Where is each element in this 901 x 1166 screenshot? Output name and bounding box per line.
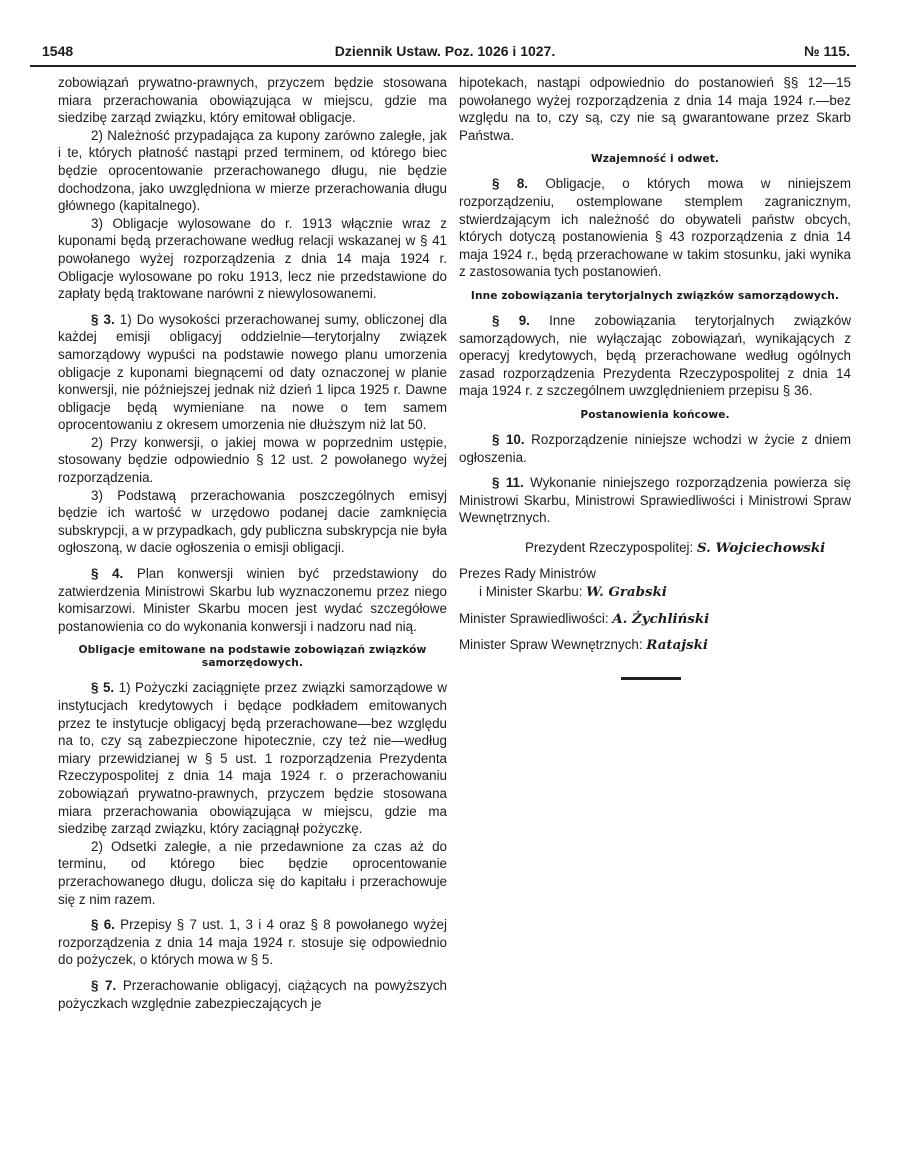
section-text: Inne zobowiązania terytorjalnych związków samorządowych, nie wyłączając zobowiązań, wynikających z operacyj kredytowych, będą przerachowane według ogólnych zasad rozporządzenia Prezydenta Rzeczypospolitej z dnia 14 maja 1924 r. z szczególnem uwzględnieniem przepisu § 36. [459,312,851,399]
section-6 [58,916,447,969]
signature-role: Prezydent Rzeczypospolitej: [525,539,697,555]
signatory-name: W. Grabski [586,584,667,601]
page-number: 1548 [42,43,74,59]
signatory-name: S. Wojciechowski [696,539,826,556]
end-divider [621,677,681,680]
paragraph: hipotekach, nastąpi odpowiednio do postanowień §§ 12—15 powołanego wyżej rozporządzenia z dnia 14 maja 1924 r.—bez względu na to, czy są, czy nie są gwarantowane przez Skarb Państwa. [459,75,851,143]
issue-number: № 115. [804,43,850,59]
paragraph: 3) Podstawą przerachowania poszczególnych emisyj będzie ich wartość w urzędowo podanej dacie zamknięcia subskrypcji, a w przypadkach, gdy publiczna subskrypcja nie była ogłoszoną, w dacie ogłoszenia o emisji obligacji. [58,487,447,556]
signatory-name: Ratajski [646,637,709,654]
section-label: § 8. [492,176,528,192]
signature-prime-minister [459,565,851,601]
section-9 [459,312,851,400]
signature-role: Prezes Rady Ministrów [459,566,596,582]
section-text: Rozporządzenie niniejsze wchodzi w życie z dniem ogłoszenia. [459,431,851,465]
section-label: § 3. [91,311,115,327]
section-8 [459,175,851,281]
section-11 [459,474,851,527]
paragraph: 2) Przy konwersji, o jakiej mowa w poprzednim ustępie, stosowany będzie odpowiednio § 12 ust. 2 powołanego wyżej rozporządzenia. [58,434,447,486]
signature-role: Minister Spraw Wewnętrznych: [459,637,647,653]
section-10 [459,431,851,466]
section-text: Obligacje, o których mowa w niniejszem rozporządzeniu, ostemplowane stemplem zagranicznym, stwierdzającym ich należność do obywateli państw obcych, których dotyczą postanowienia § 43 rozporządzenia z dnia 14 maja 1924 r., będą przerachowane w takim stosunku, jaki wynika z zastosowania tych postanowień. [459,176,851,280]
section-text: Wykonanie niniejszego rozporządzenia powierza się Ministrowi Skarbu, Ministrowi Sprawiedliwości i Ministrowi Spraw Wewnętrznych. [459,475,851,526]
section-heading: Obligacje emitowane na podstawie zobowiązań związków samorzędowych. [78,644,427,670]
section-label: § 5. [91,680,115,696]
section-heading: Postanowienia końcowe. [580,408,730,421]
section-label: § 4. [91,566,124,582]
right-column [459,74,851,680]
journal-title: Dziennik Ustaw. Poz. 1026 i 1027. [334,43,556,59]
section-heading: Wzajemność i odwet. [590,153,720,166]
paragraph: 2) Odsetki zaległe, a nie przedawnione za czas aż do terminu, od którego biec będzie oprocentowanie przerachowanego długu, dolicza się do kapitału i przerachowuje się z nim razem. [58,838,447,907]
signatory-name: A. Żychliński [612,610,710,627]
section-3 [58,311,447,434]
section-text: 1) Do wysokości przerachowanej sumy, obliczonej dla każdej emisji obligacyj oddzielnie—terytorjalny związek samorządowy wypuści na podstawie nowego planu umorzenia obligacje z kuponami biegnącemi od daty oznaczonej w planie konwersji, nie późniejszej jednak niż dzień 1 lipca 1925 r. Dawne obligacje będą wymieniane na nowe o tem samem oprocentowaniu z okresem umorzenia nie dłuższym niż lat 50. [58,311,447,433]
section-label: § 7. [91,977,117,993]
section-text: Przepisy § 7 ust. 1, 3 i 4 oraz § 8 powołanego wyżej rozporządzenia z dnia 14 maja 1924 r. stosuje się odpowiednio do pożyczek, o których mowa w § 5. [58,917,447,968]
signature-role: Minister Sprawiedliwości: [459,610,613,626]
section-text: Plan konwersji winien być przedstawiony do zatwierdzenia Ministrowi Skarbu lub wyznaczonemu przez niego komisarzowi. Minister Skarbu mocen jest wydać szczegółowe postanowienia co do wykonania konwersji i nadzoru nad nią. [58,566,447,634]
signature-justice-minister [459,610,851,629]
section-7 [58,977,447,1012]
header-divider [30,65,856,67]
section-label: § 9. [492,312,530,328]
paragraph: 2) Należność przypadająca za kupony zarówno zaległe, jak i te, których płatność nastąpi przed terminem, od którego biec będzie oprocentowanie przerachowanego długu, nie będzie dochodzona, jako uwzględniona w mierze przerachowania długu głównego (kapitalnego). [58,127,447,214]
signature-role: i Minister Skarbu: [479,584,587,600]
section-5 [58,679,447,837]
left-column [58,74,447,1012]
section-4 [58,565,447,635]
paragraph: zobowiązań prywatno-prawnych, przyczem będzie stosowana miara przerachowania obowiązująca w miejscu, gdzie ma siedzibę zarząd związku, który emitował obligacje. [58,75,447,126]
page-header [36,43,854,65]
paragraph: 3) Obligacje wylosowane do r. 1913 włącznie wraz z kuponami będą przerachowane według relacji wskazanej w § 41 powołanego wyżej rozporządzenia z dnia 14 maja 1924 r. Obligacje wylosowane po roku 1913, lecz nie przedstawione do zapłaty będą traktowane narówni z niewylosowanemi. [58,215,447,302]
section-label: § 6. [91,917,115,933]
section-text: Przerachowanie obligacyj, ciążących na powyższych pożyczkach względnie zabezpieczających je [58,977,447,1011]
section-label: § 10. [492,431,525,447]
signature-president [459,539,851,558]
section-heading: Inne zobowiązania terytorjalnych związków samorządowych. [470,289,840,302]
signature-interior-minister [459,636,851,655]
section-text: 1) Pożyczki zaciągnięte przez związki samorządowe w instytucjach kredytowych i będące podkładem emitowanych przez te instytucje obligacyj będą przerachowane—bez względu na to, czy są zabezpieczone hipotecznie, czy też nie—według miary przewidzianej w § 5 ust. 1 rozporządzenia Prezydenta Rzeczypospolitej z dnia 14 maja 1924 r. o przerachowaniu zobowiązań prywatno-prawnych, przyczem będzie stosowana miara przerachowania obowiązująca w miejscu, gdzie ma siedzibę zarząd związku, który zaciągnął pożyczkę. [58,680,448,837]
section-label: § 11. [492,475,524,491]
